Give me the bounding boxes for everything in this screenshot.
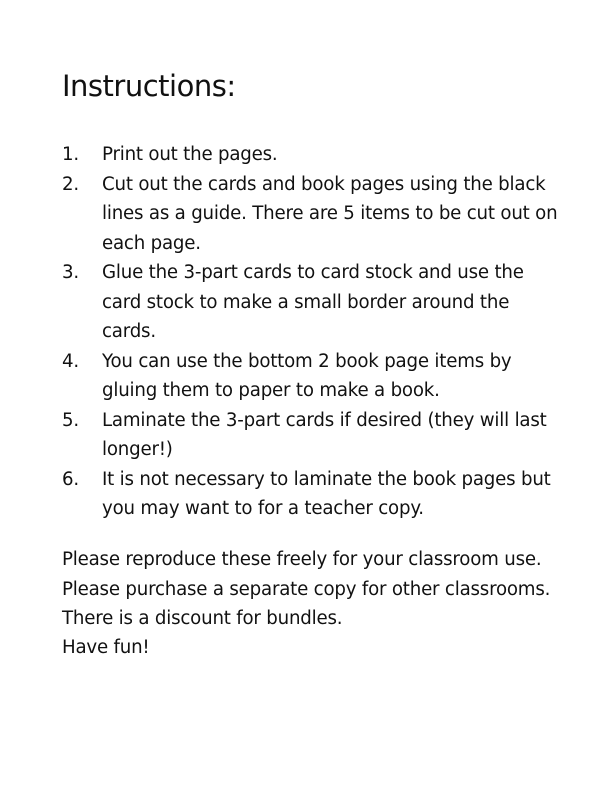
list-item <box>62 258 562 347</box>
step-number: 6. <box>62 468 79 490</box>
step-number: 3. <box>62 262 79 283</box>
list-item <box>62 347 562 406</box>
step-text: It is not necessary to laminate the book pages but you may want to for a teacher copy. <box>102 468 551 519</box>
step-number: 5. <box>62 409 79 431</box>
step-number: 2. <box>62 173 79 195</box>
step-text: You can use the bottom 2 book page items by gluing them to paper to make a book. <box>102 350 512 401</box>
step-text: Laminate the 3-part cards if desired (they will last longer!) <box>102 409 547 460</box>
step-text: Print out the pages. <box>102 144 278 165</box>
step-number: 4. <box>62 350 79 372</box>
step-number: 1. <box>62 144 79 165</box>
step-text: Cut out the cards and book pages using the black lines as a guide. There are 5 items to be cut out on each page. <box>102 173 558 254</box>
list-item <box>62 465 562 524</box>
page-title: Instructions: <box>62 69 236 103</box>
usage-note: Please reproduce these freely for your classroom use. Please purchase a separate copy for other classrooms. There is a discount for bundles. <box>62 549 551 629</box>
list-item <box>62 140 562 170</box>
closing-text: Have fun! <box>62 637 150 658</box>
instructions-list <box>62 140 562 524</box>
list-item <box>62 170 562 259</box>
step-text: Glue the 3-part cards to card stock and use the card stock to make a small border around the cards. <box>102 262 524 342</box>
list-item <box>62 406 562 465</box>
